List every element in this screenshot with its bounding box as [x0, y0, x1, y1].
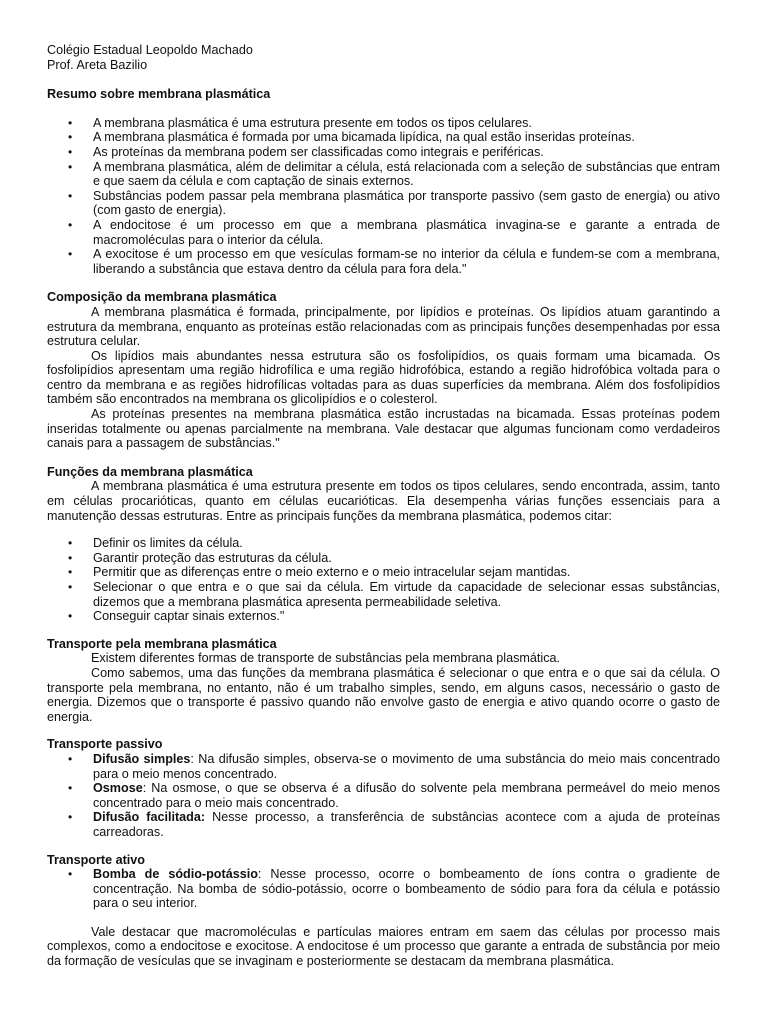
list-item [47, 810, 720, 839]
list-item: • As proteínas da membrana podem ser classificadas como integrais e periféricas. [47, 145, 720, 160]
list-item: • A membrana plasmática é uma estrutura presente em todos os tipos celulares. [47, 116, 720, 131]
list-item [47, 867, 720, 911]
paragraph: Como sabemos, uma das funções da membrana plasmática é selecionar o que entra e o que sai da célula. O transporte pela membrana, no entanto, não é um trabalho simples, sendo, em alguns casos, necessário o gasto de energia. Dizemos que o transporte é passivo quando não envolve gasto de energia e ativo quando ocorre o gasto de energia. [47, 665, 720, 724]
passivo-list [47, 752, 720, 840]
list-item: • Definir os limites da célula. [47, 536, 720, 551]
paragraph: A membrana plasmática é formada, principalmente, por lipídios e proteínas. Os lipídios atuam garantindo a estrutura da membrana, enquanto as proteínas estão relacionadas com as principais funções desempenhadas por essa estrutura celular. [47, 304, 720, 349]
section-title-transporte: Transporte pela membrana plasmática [47, 636, 277, 651]
resumo-list [47, 116, 720, 277]
list-item: • A exocitose é um processo em que vesículas formam-se no interior da célula e fundem-se com a membrana, liberando a substância que estava dentro da célula para fora dela." [47, 247, 720, 276]
list-item: • Conseguir captar sinais externos." [47, 609, 720, 624]
definition: : Na osmose, o que se observa é a difusão do solvente pela membrana permeável do meio menos concentrado para o meio mais concentrado. [93, 781, 720, 810]
section-title-passivo: Transporte passivo [47, 737, 163, 752]
list-item: • Garantir proteção das estruturas da célula. [47, 551, 720, 566]
document-header [47, 43, 720, 72]
list-item: • Substâncias podem passar pela membrana plasmática por transporte passivo (sem gasto de energia) ou ativo (com gasto de energia). [47, 189, 720, 218]
closing-paragraph: Vale destacar que macromoléculas e partículas maiores entram em saem das células por processo mais complexos, como a endocitose e exocitose. A endocitose é um processo que garante a entrada de substância por meio da formação de vesículas que se invaginam e posteriormente se destacam da membrana plasmática. [47, 924, 720, 969]
list-item [47, 781, 720, 810]
term: Difusão facilitada: [93, 810, 206, 825]
teacher-name: Prof. Areta Bazilio [47, 57, 148, 72]
definition: Nesse processo, a transferência de substâncias acontece com a ajuda de proteínas carreadoras. [93, 810, 720, 839]
list-item: • A endocitose é um processo em que a membrana plasmática invagina-se e garante a entrada de macromoléculas para o interior da célula. [47, 218, 720, 247]
definition: : Nesse processo, ocorre o bombeamento de íons contra o gradiente de concentração. Na bomba de sódio-potássio, ocorre o bombeamento de sódio para fora da célula e potássio para o seu interior. [93, 867, 721, 911]
list-item: • Permitir que as diferenças entre o meio externo e o meio intracelular sejam mantidas. [47, 565, 720, 580]
list-item: • A membrana plasmática é formada por uma bicamada lipídica, na qual estão inseridas proteínas. [47, 130, 720, 145]
school-name: Colégio Estadual Leopoldo Machado [47, 43, 253, 57]
paragraph: As proteínas presentes na membrana plasmática estão incrustadas na bicamada. Essas proteínas podem inseridas totalmente ou apenas parcialmente na membrana. Vale destacar que algumas funcionam como verdadeiros canais para a passagem de substâncias." [47, 407, 720, 451]
section-title-funcoes: Funções da membrana plasmática [47, 464, 253, 479]
paragraph: Existem diferentes formas de transporte de substâncias pela membrana plasmática. [91, 651, 560, 666]
term: Difusão simples [93, 751, 191, 766]
paragraph: Os lipídios mais abundantes nessa estrutura são os fosfolipídios, os quais formam uma bicamada. Os fosfolipídios apresentam uma região hidrofílica e uma região hidrofóbica, estando a região hidrofóbica voltada para o centro da membrana e as regiões hidrofílicas voltadas para as duas superfícies da membrana. Além dos fosfolipídios também são encontrados na membrana os glicolipídios e o colesterol. [47, 348, 720, 407]
funcoes-list [47, 536, 720, 624]
section-title-composicao: Composição da membrana plasmática [47, 290, 277, 305]
list-item [47, 752, 720, 781]
paragraph: A membrana plasmática é uma estrutura presente em todos os tipos celulares, sendo encontrada, assim, tanto em células procarióticas, quanto em células eucarióticas. Ela desempenha várias funções essenciais para a manutenção dessas estruturas. Entre as principais funções da membrana plasmática, podemos citar: [47, 479, 720, 523]
definition: : Na difusão simples, observa-se o movimento de uma substância do meio mais concentrado para o meio menos concentrado. [93, 751, 720, 781]
ativo-list [47, 867, 720, 911]
section-title-ativo: Transporte ativo [47, 852, 145, 867]
list-item: • Selecionar o que entra e o que sai da célula. Em virtude da capacidade de selecionar essas substâncias, dizemos que a membrana plasmática apresenta permeabilidade seletiva. [47, 580, 720, 609]
section-title-resumo: Resumo sobre membrana plasmática [47, 87, 271, 102]
term: Bomba de sódio-potássio [93, 867, 258, 882]
term: Osmose [93, 781, 143, 796]
list-item: • A membrana plasmática, além de delimitar a célula, está relacionada com a seleção de substâncias que entram e que saem da célula e com captação de sinais externos. [47, 160, 720, 189]
